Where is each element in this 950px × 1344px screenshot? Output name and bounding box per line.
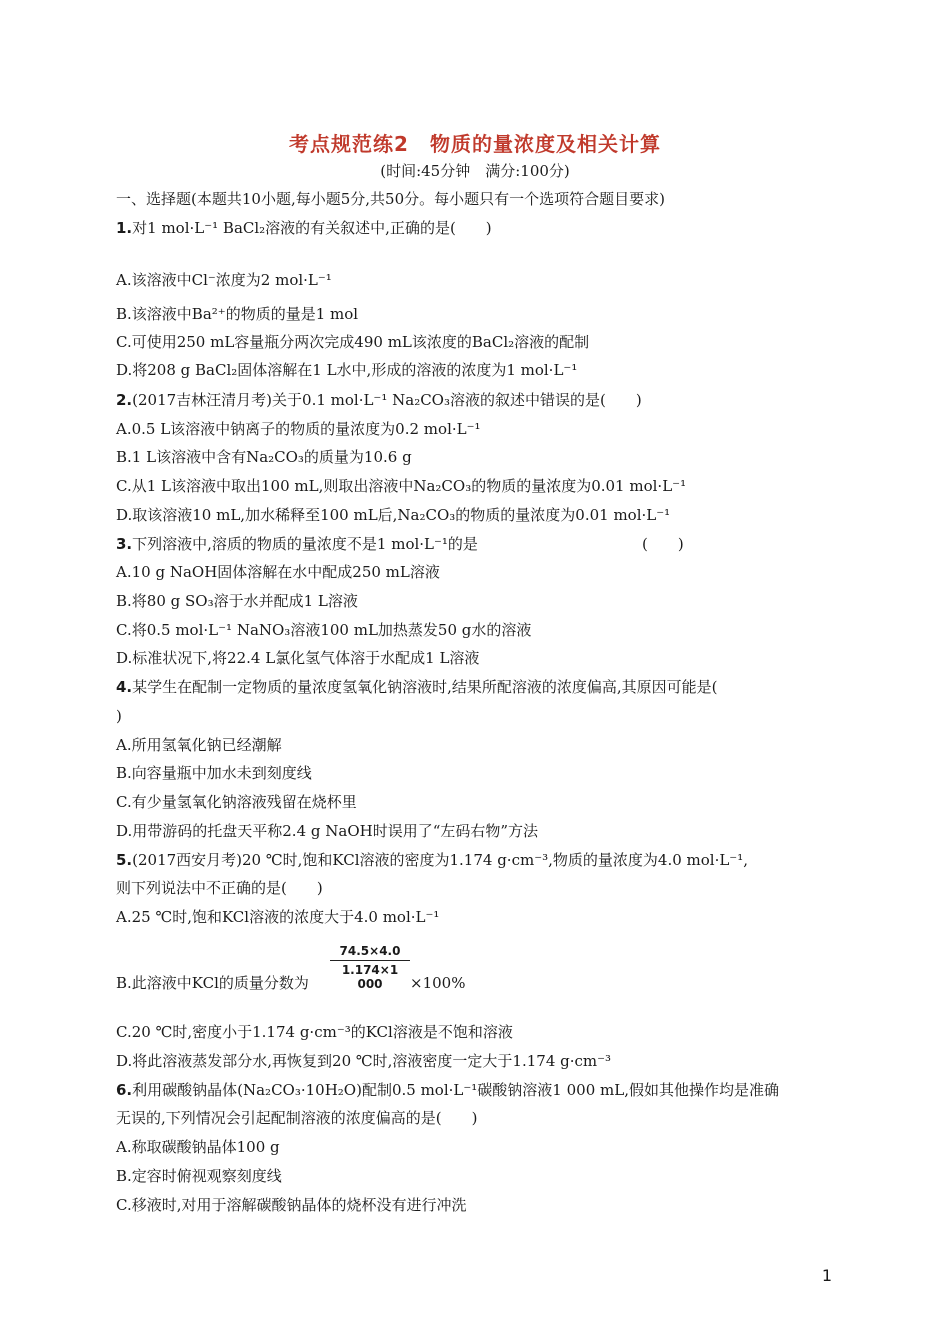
question-text: 对1 mol·L⁻¹ BaCl₂溶液的有关叙述中,正确的是( ) xyxy=(132,219,492,237)
option-1a: A.该溶液中Cl⁻浓度为2 mol·L⁻¹ xyxy=(116,271,332,289)
question-text: (2017吉林汪清月考)关于0.1 mol·L⁻¹ Na₂CO₃溶液的叙述中错误的是( ) xyxy=(132,391,642,409)
option-6b: B.定容时俯视观察刻度线 xyxy=(116,1167,282,1185)
option-4a: A.所用氢氧化钠已经潮解 xyxy=(116,736,282,754)
question-number: 3. xyxy=(116,535,133,553)
option-1d: D.将208 g BaCl₂固体溶解在1 L水中,形成的溶液的浓度为1 mol·L⁻¹ xyxy=(116,361,578,379)
question-text: (2017西安月考)20 ℃时,饱和KCl溶液的密度为1.174 g·cm⁻³,物质的量浓度为4.0 mol·L⁻¹, xyxy=(132,851,749,869)
option-4c: C.有少量氢氧化钠溶液残留在烧杯里 xyxy=(116,793,357,811)
option-5b: B.此溶液中KCl的质量分数为 xyxy=(116,974,309,992)
page-subtitle: (时间:45分钟 满分:100分) xyxy=(380,162,570,180)
option-3d: D.标准状况下,将22.4 L氯化氢气体溶于水配成1 L溶液 xyxy=(116,649,480,667)
page-title: 考点规范练2 物质的量浓度及相关计算 xyxy=(289,132,661,156)
option-5d: D.将此溶液蒸发部分水,再恢复到20 ℃时,溶液密度一定大于1.174 g·cm⁻³ xyxy=(116,1052,612,1070)
question-number: 1. xyxy=(116,219,133,237)
answer-paren: ( ) xyxy=(642,535,684,553)
question-number: 2. xyxy=(116,391,133,409)
option-5c: C.20 ℃时,密度小于1.174 g·cm⁻³的KCl溶液是不饱和溶液 xyxy=(116,1023,513,1041)
question-text: 某学生在配制一定物质的量浓度氢氧化钠溶液时,结果所配溶液的浓度偏高,其原因可能是( xyxy=(132,678,718,696)
fraction-numerator: 74.5×4.0 xyxy=(330,944,410,961)
option-3b: B.将80 g SO₃溶于水并配成1 L溶液 xyxy=(116,592,358,610)
question-4-stem xyxy=(116,677,718,697)
percent-suffix: ×100% xyxy=(410,974,466,992)
option-4b: B.向容量瓶中加水未到刻度线 xyxy=(116,764,312,782)
option-4d: D.用带游码的托盘天平称2.4 g NaOH时误用了“左码右物”方法 xyxy=(116,822,539,840)
question-6-stem xyxy=(116,1080,779,1100)
section-heading: 一、选择题(本题共10小题,每小题5分,共50分。每小题只有一个选项符合题目要求) xyxy=(116,190,665,208)
question-3-stem xyxy=(116,534,478,554)
option-2d: D.取该溶液10 mL,加水稀释至100 mL后,Na₂CO₃的物质的量浓度为0.01 mol·L⁻¹ xyxy=(116,506,671,524)
option-6a: A.称取碳酸钠晶体100 g xyxy=(116,1138,280,1156)
question-text: 下列溶液中,溶质的物质的量浓度不是1 mol·L⁻¹的是 xyxy=(132,535,478,553)
question-5-stem xyxy=(116,850,748,870)
option-2b: B.1 L该溶液中含有Na₂CO₃的质量为10.6 g xyxy=(116,448,412,466)
option-2a: A.0.5 L该溶液中钠离子的物质的量浓度为0.2 mol·L⁻¹ xyxy=(116,420,481,438)
question-5-stem-cont: 则下列说法中不正确的是( ) xyxy=(116,879,323,897)
option-2c: C.从1 L该溶液中取出100 mL,则取出溶液中Na₂CO₃的物质的量浓度为0.01 mol·L⁻¹ xyxy=(116,477,687,495)
option-3c: C.将0.5 mol·L⁻¹ NaNO₃溶液100 mL加热蒸发50 g水的溶液 xyxy=(116,621,532,639)
question-number: 5. xyxy=(116,851,133,869)
page-number: 1 xyxy=(821,1266,832,1285)
option-1c: C.可使用250 mL容量瓶分两次完成490 mL该浓度的BaCl₂溶液的配制 xyxy=(116,333,590,351)
question-4-stem-cont: ) xyxy=(116,707,122,725)
question-number: 6. xyxy=(116,1081,133,1099)
option-3a: A.10 g NaOH固体溶解在水中配成250 mL溶液 xyxy=(116,563,440,581)
question-2-stem xyxy=(116,390,642,410)
option-6c: C.移液时,对用于溶解碳酸钠晶体的烧杯没有进行冲洗 xyxy=(116,1196,467,1214)
question-1-stem xyxy=(116,218,492,238)
question-6-stem-cont: 无误的,下列情况会引起配制溶液的浓度偏高的是( ) xyxy=(116,1109,478,1127)
question-number: 4. xyxy=(116,678,133,696)
mass-fraction-formula xyxy=(330,944,410,991)
option-5a: A.25 ℃时,饱和KCl溶液的浓度大于4.0 mol·L⁻¹ xyxy=(116,908,440,926)
option-1b: B.该溶液中Ba²⁺的物质的量是1 mol xyxy=(116,305,359,323)
question-text: 利用碳酸钠晶体(Na₂CO₃·10H₂O)配制0.5 mol·L⁻¹碳酸钠溶液1 000 mL,假如其他操作均是准确 xyxy=(132,1081,779,1099)
fraction-denominator: 1.174×1 000 xyxy=(341,963,399,991)
